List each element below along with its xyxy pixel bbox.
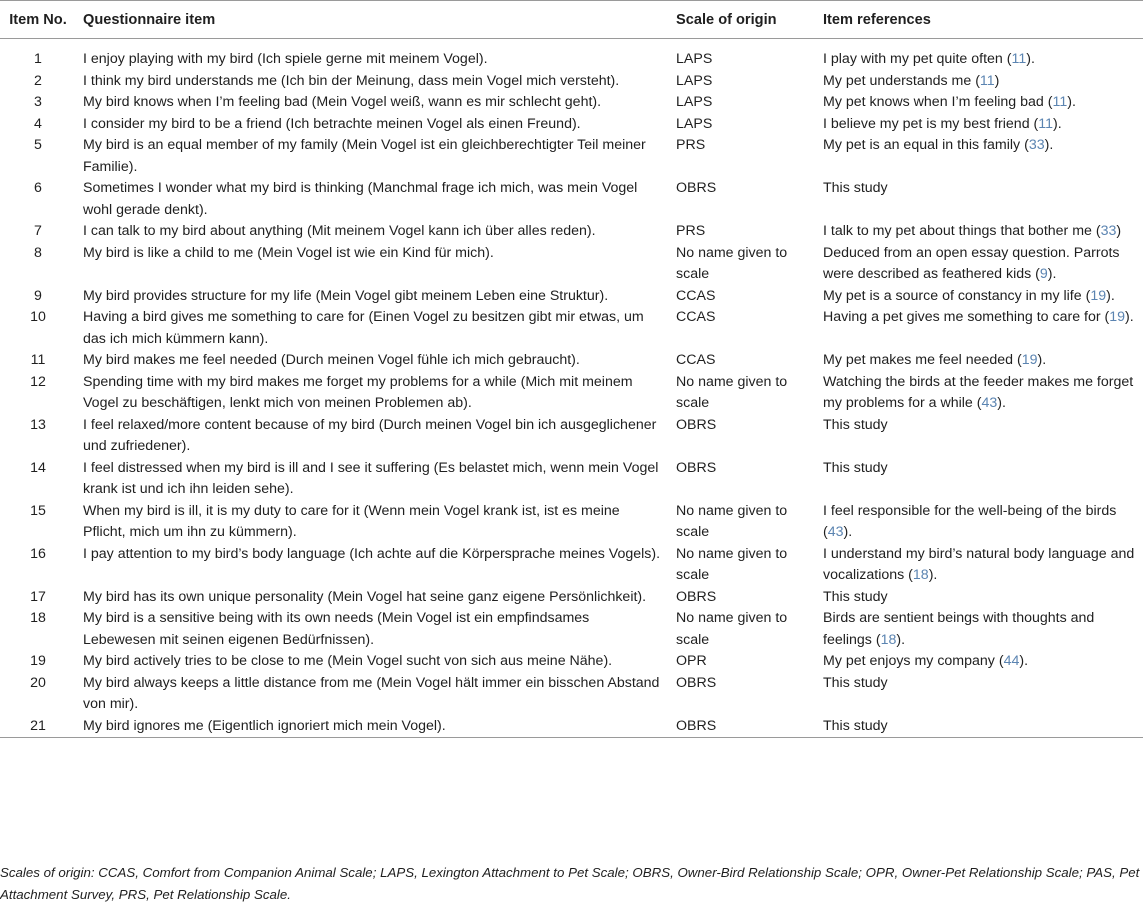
- item-number-cell: 6: [34, 180, 42, 196]
- reference-closing: ).: [1067, 94, 1076, 110]
- reference-text: I play with my pet quite often (: [823, 51, 1012, 67]
- questionnaire-item-cell: I pay attention to my bird’s body language (Ich achte auf die Körpersprache meines Vogels).: [83, 545, 661, 562]
- questionnaire-item-cell: My bird knows when I’m feeling bad (Mein Vogel weiß, wann es mir schlecht geht).: [83, 94, 602, 110]
- item-number-cell: 1: [34, 51, 42, 67]
- reference-closing: ).: [1019, 653, 1029, 669]
- reference-text: I understand my bird’s natural body language and vocalizations (: [823, 545, 1135, 583]
- reference-text: This study: [823, 459, 888, 476]
- header-item-no: Item No.: [0, 1, 76, 39]
- table-row: [0, 286, 1143, 308]
- item-reference-cell: [815, 307, 1143, 350]
- reference-closing: ).: [997, 395, 1006, 411]
- table-row: [0, 221, 1143, 243]
- table-row: [0, 415, 1143, 458]
- table-row: [0, 178, 1143, 221]
- table-row: [0, 501, 1143, 544]
- item-reference-cell: [815, 501, 1143, 544]
- scale-of-origin-cell: LAPS: [676, 94, 713, 110]
- item-reference-cell: [815, 372, 1143, 415]
- item-reference-cell: [815, 673, 1143, 716]
- item-number-cell: 16: [30, 545, 46, 562]
- table-row: [0, 372, 1143, 415]
- item-reference-cell: [815, 178, 1143, 221]
- questionnaire-item-cell: My bird actively tries to be close to me (Mein Vogel sucht von sich aus meine Nähe).: [83, 653, 613, 669]
- reference-closing: ).: [1125, 309, 1134, 325]
- reference-text: I feel responsible for the well-being of the birds (: [823, 502, 1117, 540]
- reference-text: This study: [823, 717, 888, 734]
- item-reference-cell: [815, 415, 1143, 458]
- reference-closing: ).: [1037, 352, 1047, 368]
- questionnaire-item-cell: My bird always keeps a little distance from me (Mein Vogel hält immer ein bisschen Abstand von mir).: [83, 674, 660, 712]
- reference-text: My pet is an equal in this family (: [823, 137, 1029, 153]
- reference-closing: ).: [1044, 137, 1054, 153]
- citation-link[interactable]: 19: [1021, 352, 1038, 368]
- reference-closing: ).: [1106, 287, 1115, 304]
- table-header-row: [0, 1, 1143, 39]
- scale-of-origin-cell: OBRS: [676, 180, 717, 196]
- scale-of-origin-cell: PRS: [676, 223, 706, 239]
- item-number-cell: 7: [34, 223, 42, 239]
- citation-link[interactable]: 18: [912, 567, 929, 583]
- scale-of-origin-cell: No name given to scale: [676, 373, 788, 411]
- scale-of-origin-cell: No name given to scale: [676, 545, 788, 583]
- questionnaire-item-cell: My bird ignores me (Eigentlich ignoriert mich mein Vogel).: [76, 716, 669, 738]
- table-row: [0, 608, 1143, 651]
- questionnaire-item-cell: When my bird is ill, it is my duty to care for it (Wenn mein Vogel krank ist, ist es meine Pflicht, mich um ihn zu kümmern).: [83, 502, 620, 540]
- header-item-references: Item references: [815, 1, 1143, 39]
- item-reference-cell: [815, 243, 1143, 286]
- item-number-cell: 19: [30, 653, 46, 669]
- item-number-cell: 17: [30, 588, 46, 605]
- reference-text: My pet knows when I’m feeling bad (: [823, 94, 1053, 110]
- scale-of-origin-cell: CCAS: [676, 287, 716, 304]
- item-number-cell: 10: [30, 309, 46, 325]
- scale-of-origin-cell: LAPS: [676, 51, 713, 67]
- item-reference-cell: [815, 350, 1143, 372]
- table-row: [0, 114, 1143, 136]
- item-reference-cell: [815, 92, 1143, 114]
- scale-of-origin-cell: OBRS: [669, 716, 815, 738]
- item-number-cell: 15: [30, 502, 46, 519]
- scale-of-origin-cell: OBRS: [676, 416, 717, 433]
- questionnaire-item-cell: I consider my bird to be a friend (Ich betrachte meinen Vogel als einen Freund).: [83, 115, 581, 132]
- questionnaire-item-cell: My bird provides structure for my life (Mein Vogel gibt meinem Leben eine Struktur).: [83, 287, 609, 304]
- questionnaire-item-cell: My bird is a sensitive being with its own needs (Mein Vogel ist ein empfindsames Lebewesen mit seinen eigenen Bedürfnissen).: [83, 610, 590, 648]
- scale-of-origin-cell: No name given to scale: [676, 502, 788, 540]
- scale-of-origin-cell: OBRS: [676, 674, 717, 691]
- reference-text: This study: [823, 416, 888, 433]
- reference-text: My pet understands me (: [823, 72, 980, 89]
- questionnaire-item-cell: My bird has its own unique personality (Mein Vogel hat seine ganz eigene Persönlichkeit).: [83, 588, 647, 605]
- questionnaire-item-cell: I can talk to my bird about anything (Mit meinem Vogel kann ich über alles reden).: [83, 223, 596, 239]
- table-row: [0, 49, 1143, 71]
- questionnaire-item-cell: I feel distressed when my bird is ill and I see it suffering (Es belastet mich, wenn mein Vogel krank ist und ich ihn leiden sehe).: [83, 459, 659, 497]
- citation-link[interactable]: 11: [1052, 94, 1068, 110]
- header-questionnaire-item: Questionnaire item: [76, 1, 669, 39]
- reference-closing: ).: [1047, 266, 1057, 282]
- table-row: [0, 673, 1143, 716]
- item-reference-cell: [815, 651, 1143, 673]
- reference-text: Watching the birds at the feeder makes me forget my problems for a while (: [823, 373, 1134, 411]
- reference-closing: ).: [1053, 115, 1062, 132]
- reference-closing: ): [994, 72, 1000, 89]
- table-row: [0, 350, 1143, 372]
- citation-link[interactable]: 33: [1028, 137, 1045, 153]
- reference-text: I talk to my pet about things that bother me (: [823, 223, 1101, 239]
- scale-of-origin-cell: No name given to scale: [676, 610, 788, 648]
- reference-text: This study: [823, 674, 888, 691]
- item-reference-cell: [815, 71, 1143, 93]
- table-row: [0, 92, 1143, 114]
- questionnaire-item-cell: My bird is an equal member of my family (Mein Vogel ist ein gleichberechtigter Teil meiner Familie).: [83, 137, 646, 175]
- item-number-cell: 3: [34, 94, 42, 110]
- item-number-cell: 9: [34, 287, 42, 304]
- scale-of-origin-cell: CCAS: [676, 352, 716, 368]
- reference-text: Having a pet gives me something to care for (: [823, 309, 1110, 325]
- item-number-cell: 4: [34, 115, 42, 132]
- table-row: [0, 716, 1143, 738]
- reference-text: Deduced from an open essay question. Parrots were described as feathered kids (: [823, 244, 1120, 282]
- questionnaire-item-cell: Sometimes I wonder what my bird is thinking (Manchmal frage ich mich, was mein Vogel wohl gerade denkt).: [83, 180, 638, 218]
- item-number-cell: 8: [34, 244, 42, 261]
- reference-closing: ).: [843, 524, 853, 540]
- scale-of-origin-cell: No name given to scale: [676, 244, 788, 282]
- item-number-cell: 20: [30, 674, 46, 691]
- questionnaire-item-cell: I enjoy playing with my bird (Ich spiele gerne mit meinem Vogel).: [83, 51, 488, 67]
- citation-link[interactable]: 43: [981, 395, 998, 411]
- citation-link[interactable]: 33: [1100, 223, 1117, 239]
- item-reference-cell: [815, 114, 1143, 136]
- table-row: [0, 458, 1143, 501]
- item-number-cell: 13: [30, 416, 46, 433]
- questionnaire-item-cell: I think my bird understands me (Ich bin der Meinung, dass mein Vogel mich versteht).: [83, 72, 620, 89]
- item-reference-cell: [815, 49, 1143, 71]
- scale-of-origin-cell: LAPS: [676, 72, 713, 89]
- reference-text: This study: [823, 588, 888, 605]
- citation-link[interactable]: 11: [979, 72, 995, 89]
- item-number-cell: 11: [30, 352, 46, 368]
- scale-of-origin-cell: OBRS: [676, 459, 717, 476]
- reference-text: My pet makes me feel needed (: [823, 352, 1022, 368]
- item-number-cell: 12: [30, 373, 46, 390]
- item-reference-cell: [815, 608, 1143, 651]
- item-reference-cell: [815, 135, 1143, 178]
- table-row: [0, 135, 1143, 178]
- item-reference-cell: [815, 716, 1143, 738]
- item-number-cell: 18: [30, 610, 46, 626]
- item-reference-cell: [815, 544, 1143, 587]
- questionnaire-item-cell: Having a bird gives me something to care for (Einen Vogel zu besitzen gibt mir etwas, um das ich mich kümmern kann).: [83, 309, 644, 347]
- scale-of-origin-cell: OBRS: [676, 588, 717, 605]
- citation-link[interactable]: 11: [1011, 51, 1027, 67]
- item-reference-cell: [815, 286, 1143, 308]
- item-reference-cell: [815, 587, 1143, 609]
- reference-closing: ).: [1026, 51, 1035, 67]
- citation-link[interactable]: 18: [880, 631, 897, 648]
- questionnaire-item-cell: My bird makes me feel needed (Durch meinen Vogel fühle ich mich gebraucht).: [83, 352, 580, 368]
- questionnaire-item-cell: My bird is like a child to me (Mein Vogel ist wie ein Kind für mich).: [83, 244, 494, 261]
- reference-text: My pet is a source of constancy in my life (: [823, 287, 1091, 304]
- table-row: [0, 307, 1143, 350]
- citation-link[interactable]: 43: [827, 524, 844, 540]
- table-row: [0, 651, 1143, 673]
- table-row: [0, 243, 1143, 286]
- reference-text: My pet enjoys my company (: [823, 653, 1004, 669]
- questionnaire-item-cell: I feel relaxed/more content because of my bird (Durch meinen Vogel bin ich ausgeglichener und zufriedener).: [83, 416, 657, 454]
- table-footnote: Scales of origin: CCAS, Comfort from Companion Animal Scale; LAPS, Lexington Attachment to Pet Scale; OBRS, Owner-Bird Relationship Scale; OPR, Owner-Pet Relationship Scale; PAS, Pet Attachment Survey, PRS, Pet Relationship Scale.: [0, 865, 1140, 902]
- item-number-cell: 5: [34, 137, 42, 153]
- table-row: [0, 544, 1143, 587]
- reference-text: I believe my pet is my best friend (: [823, 115, 1039, 132]
- item-number-cell: 14: [30, 459, 46, 476]
- reference-closing: ).: [928, 567, 938, 583]
- reference-closing: ): [1116, 223, 1122, 239]
- item-reference-cell: [815, 458, 1143, 501]
- table-row: [0, 71, 1143, 93]
- reference-text: This study: [823, 180, 888, 196]
- scale-of-origin-cell: OPR: [676, 653, 707, 669]
- citation-link[interactable]: 19: [1109, 309, 1126, 325]
- item-number-cell: 21: [0, 716, 76, 738]
- scale-of-origin-cell: CCAS: [676, 309, 716, 325]
- header-scale-of-origin: Scale of origin: [669, 1, 815, 39]
- table-body: [0, 39, 1143, 738]
- citation-link[interactable]: 44: [1003, 653, 1020, 669]
- citation-link[interactable]: 19: [1090, 287, 1107, 304]
- questionnaire-item-cell: Spending time with my bird makes me forget my problems for a while (Mich mit meinem Vogel zu beschäftigen, lenkt mich von meinen Problemen ab).: [83, 373, 633, 411]
- item-number-cell: 2: [34, 72, 42, 89]
- scale-of-origin-cell: PRS: [676, 137, 706, 153]
- citation-link[interactable]: 9: [1039, 266, 1048, 282]
- citation-link[interactable]: 11: [1038, 115, 1053, 132]
- item-reference-cell: [815, 221, 1143, 243]
- reference-closing: ).: [896, 631, 906, 648]
- table-row: [0, 587, 1143, 609]
- scale-of-origin-cell: LAPS: [676, 115, 713, 132]
- reference-text: Birds are sentient beings with thoughts and feelings (: [823, 610, 1095, 648]
